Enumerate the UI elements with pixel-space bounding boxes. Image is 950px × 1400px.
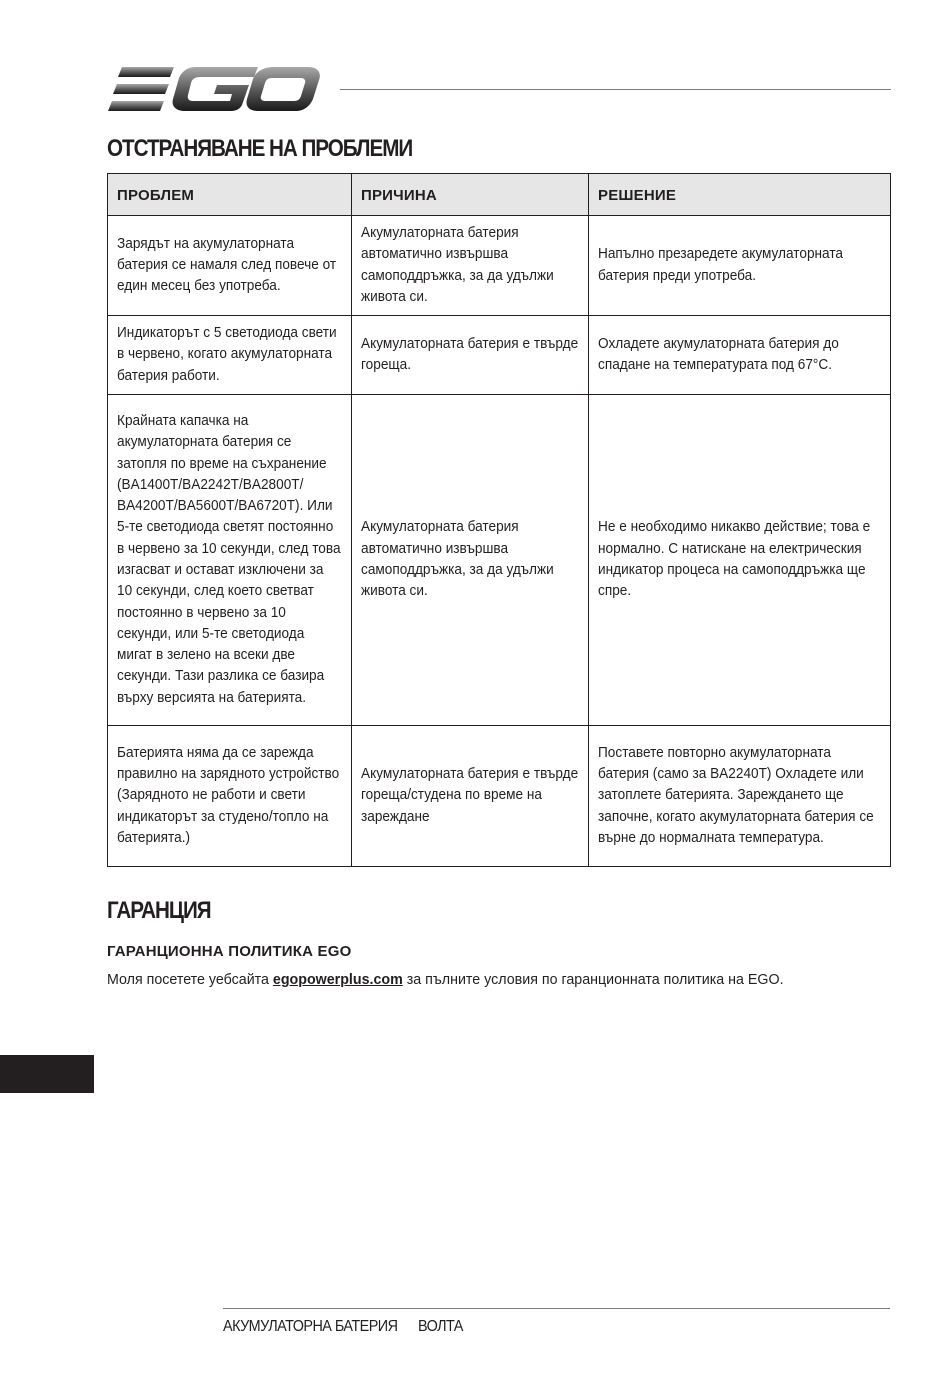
cause-text: Акумулаторната батерия автоматично извършва самоподдръжка, за да удължи живота си. [361, 519, 554, 600]
column-header-solution: РЕШЕНИЕ [589, 174, 891, 216]
cause-cell [352, 216, 589, 316]
cause-cell [352, 726, 589, 867]
footer-product-name: АКУМУЛАТОРНА БАТЕРИЯ [223, 1318, 398, 1335]
problem-text: Крайната капачка на акумулаторната батерия се затопля по време на съхранение (BA1400T/BA2242T/BA2800T/ BA4200T/BA5600T/BA6720T). Или 5-те светодиода светят постоянно в червено за 10 секунди, след това изгасват и остават изключени за 10 секунди, след което светват постоянно в червено за 10 секунди, или 5-те светодиода мигат в зелено на всеки две секунди. Тази разлика се базира върху версията на батерията. [117, 412, 341, 706]
warranty-text-before: Моля посетете уебсайта [107, 971, 273, 988]
table-row [108, 726, 891, 867]
warranty-paragraph [107, 971, 784, 988]
warranty-policy-subtitle: ГАРАНЦИОННА ПОЛИТИКА EGO [107, 943, 352, 960]
cause-text: Акумулаторната батерия е твърде гореща. [361, 335, 579, 373]
cause-text: Акумулаторната батерия автоматично извършва самоподдръжка, за да удължи живота си. [361, 224, 554, 305]
problem-cell [108, 316, 352, 395]
problem-cell [108, 726, 352, 867]
table-row [108, 216, 891, 316]
solution-text: Охладете акумулаторната батерия до спадане на температурата под 67°C. [598, 335, 839, 373]
table-header-row [108, 174, 891, 216]
troubleshooting-title: ОТСТРАНЯВАНЕ НА ПРОБЛЕМИ [107, 135, 413, 162]
solution-cell [589, 216, 891, 316]
solution-text: Не е необходимо никакво действие; това е нормално. С натискане на електрическия индикатор процеса на самоподдръжка ще спре. [598, 519, 871, 600]
ego-logo [108, 64, 320, 114]
solution-cell [589, 316, 891, 395]
solution-text: Напълно презаредете акумулаторната батерия преди употреба. [598, 246, 844, 284]
solution-cell [589, 395, 891, 726]
problem-text: Индикаторът с 5 светодиода свети в червено, когато акумулаторната батерия работи. [117, 325, 337, 384]
problem-text: Батерията няма да се зарежда правилно на зарядното устройство (Зарядното не работи и свети индикаторът за студено/топло на батерията.) [117, 744, 340, 846]
language-side-tab [0, 1055, 94, 1093]
problem-text: Зарядът на акумулаторната батерия се намаля след повече от един месец без употреба. [117, 235, 337, 295]
problem-cell [108, 216, 352, 316]
cause-text: Акумулаторната батерия е твърде гореща/студена по време на зареждане [361, 766, 579, 825]
warranty-title: ГАРАНЦИЯ [107, 897, 211, 924]
problem-cell [108, 395, 352, 726]
table-row [108, 316, 891, 395]
cause-cell [352, 395, 589, 726]
footer-voltage-label: ВОЛТА [418, 1318, 463, 1335]
website-link[interactable]: egopowerplus.com [272, 971, 403, 988]
table-row [108, 395, 891, 726]
header-rule [340, 89, 891, 90]
solution-cell [589, 726, 891, 867]
warranty-text-after: за пълните условия по гаранционната политика на EGO. [402, 971, 784, 988]
column-header-problem: ПРОБЛЕМ [108, 174, 352, 216]
solution-text: Поставете повторно акумулаторната батерия (само за BA2240T) Охладете или затоплете батерията. Зареждането ще започне, когато акумулаторната батерия се върне до нормалната температура. [598, 744, 874, 846]
footer-rule [223, 1308, 890, 1309]
column-header-cause: ПРИЧИНА [352, 174, 589, 216]
troubleshooting-table [107, 173, 891, 867]
cause-cell [352, 316, 589, 395]
